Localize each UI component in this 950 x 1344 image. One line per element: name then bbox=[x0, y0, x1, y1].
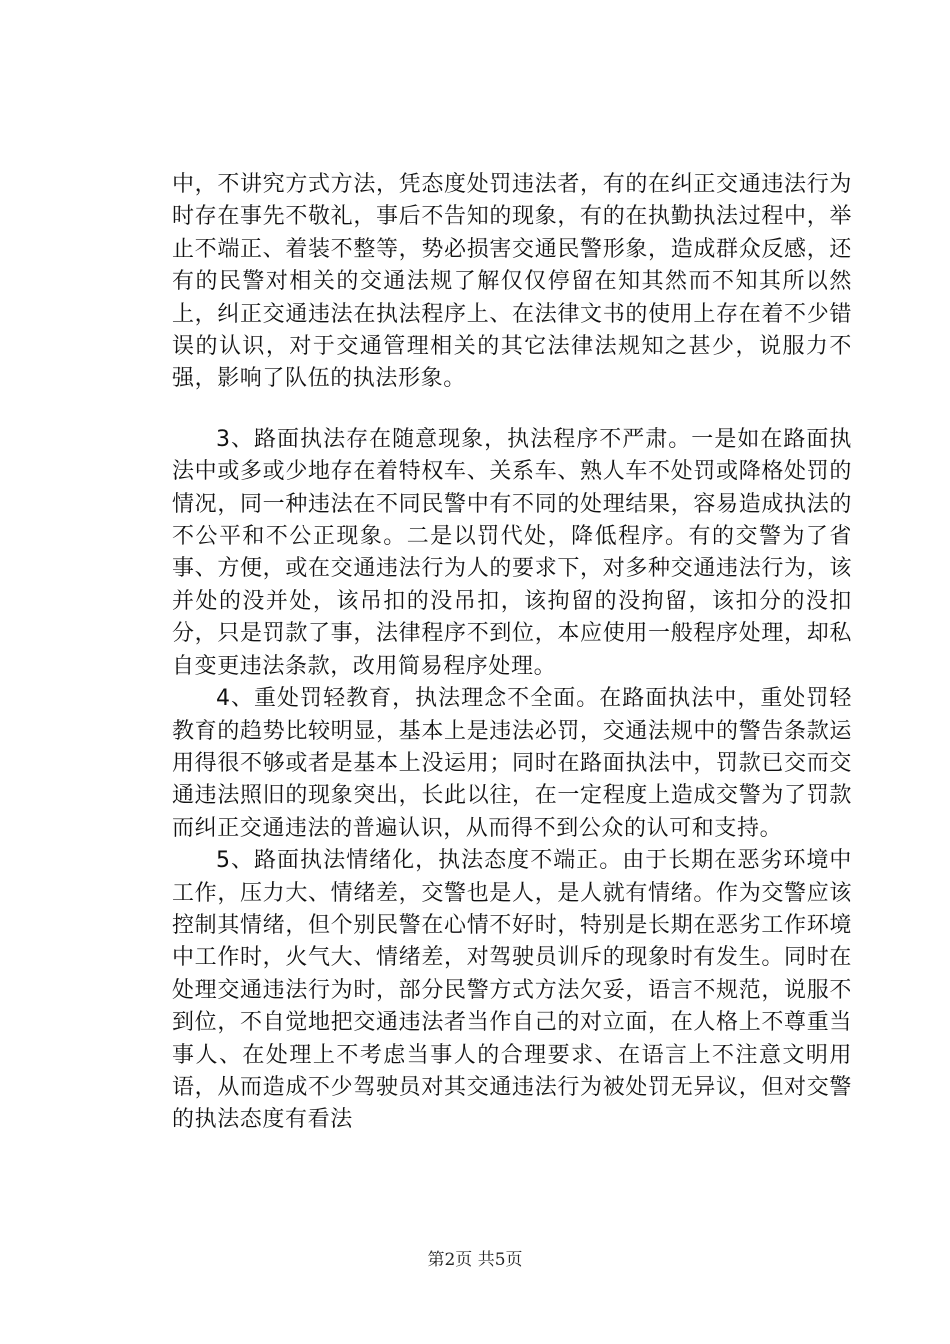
paragraph-continuation: 中，不讲究方式方法，凭态度处罚违法者，有的在纠正交通违法行为时存在事先不敬礼，事后不告知的现象，有的在执勤执法过程中，举止不端正、着装不整等，势必损害交通民警形象，造成群众反感，还有的民警对相关的交通法规了解仅仅停留在知其然而不知其所以然上，纠正交通违法在执法程序上、在法律文书的使用上存在着不少错误的认识，对于交通管理相关的其它法律法规知之甚少，说服力不强，影响了队伍的执法形象。 bbox=[172, 172, 852, 392]
page-number-footer: 第2页 共5页 bbox=[427, 1250, 523, 1270]
document-body bbox=[172, 169, 852, 1137]
paragraph-item-4: 4、重处罚轻教育，执法理念不全面。在路面执法中，重处罚轻教育的趋势比较明显，基本上是违法必罚，交通法规中的警告条款运用得很不够或者是基本上没运用；同时在路面执法中，罚款已交而交通违法照旧的现象突出，长此以往，在一定程度上造成交警为了罚款而纠正交通违法的普遍认识，从而得不到公众的认可和支持。 bbox=[172, 686, 852, 841]
paragraph-item-3: 3、路面执法存在随意现象，执法程序不严肃。一是如在路面执法中或多或少地存在着特权车、关系车、熟人车不处罚或降格处罚的情况，同一种违法在不同民警中有不同的处理结果，容易造成执法的不公平和不公正现象。二是以罚代处，降低程序。有的交警为了省事、方便，或在交通违法行为人的要求下，对多种交通违法行为，该并处的没并处，该吊扣的没吊扣，该拘留的没拘留，该扣分的没扣分，只是罚款了事，法律程序不到位，本应使用一般程序处理，却私自变更违法条款，改用简易程序处理。 bbox=[172, 426, 852, 679]
paragraph-item-5: 5、路面执法情绪化，执法态度不端正。由于长期在恶劣环境中工作，压力大、情绪差，交警也是人，是人就有情绪。作为交警应该控制其情绪，但个别民警在心情不好时，特别是长期在恶劣工作环境中工作时，火气大、情绪差，对驾驶员训斥的现象时有发生。同时在处理交通违法行为时，部分民警方式方法欠妥，语言不规范，说服不到位，不自觉地把交通违法者当作自己的对立面，在人格上不尊重当事人、在处理上不考虑当事人的合理要求、在语言上不注意文明用语，从而造成不少驾驶员对其交通违法行为被处罚无异议，但对交警的执法态度有看法 bbox=[172, 848, 852, 1133]
